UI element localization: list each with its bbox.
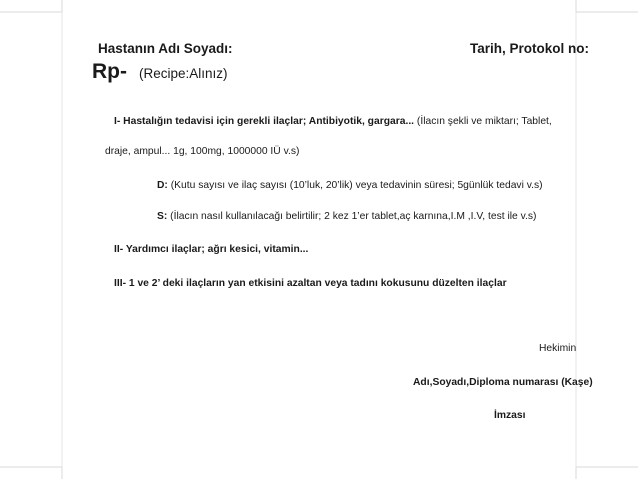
rp-subtitle: (Recipe:Alınız) (139, 66, 228, 81)
item-i (114, 116, 552, 127)
corner-line-top-right (576, 0, 638, 12)
item-d (157, 180, 543, 191)
item-ii: II- Yardımcı ilaçlar; ağrı kesici, vitamin... (114, 244, 309, 255)
item-i-continuation: draje, ampul... 1g, 100mg, 1000000 IÜ v.s) (105, 146, 300, 157)
doctor-name-diploma-label: Adı,Soyadı,Diploma numarası (Kaşe) (413, 377, 593, 388)
item-iii: III- 1 ve 2’ deki ilaçların yan etkisini azaltan veya tadını kokusunu düzelten ilaçlar (114, 278, 507, 289)
item-d-label: D: (157, 180, 168, 191)
signature-label: İmzası (494, 410, 526, 421)
item-s-label: S: (157, 211, 168, 222)
item-i-detail: (İlacın şekli ve miktarı; Tablet, (414, 116, 552, 127)
item-i-heading: I- Hastalığın tedavisi için gerekli ilaçlar; Antibiyotik, gargara... (114, 116, 415, 127)
item-s (157, 211, 536, 222)
patient-name-label: Hastanın Adı Soyadı: (98, 41, 233, 56)
date-protocol-label: Tarih, Protokol no: (470, 41, 589, 56)
corner-line-top-left (0, 0, 62, 12)
rp-heading (92, 60, 228, 84)
rp-title: Rp- (92, 60, 127, 83)
corner-line-bottom-right (576, 467, 638, 479)
item-s-text: (İlacın nasıl kullanılacağı belirtilir; 2 kez 1’er tablet,aç karnına,I.M ,I.V, test ile v.s) (167, 211, 537, 222)
doctor-label: Hekimin (539, 343, 577, 354)
item-d-text: (Kutu sayısı ve ilaç sayısı (10’luk, 20’lik) veya tedavinin süresi; 5günlük tedavi v.s) (167, 180, 543, 191)
corner-line-bottom-left (0, 467, 62, 479)
